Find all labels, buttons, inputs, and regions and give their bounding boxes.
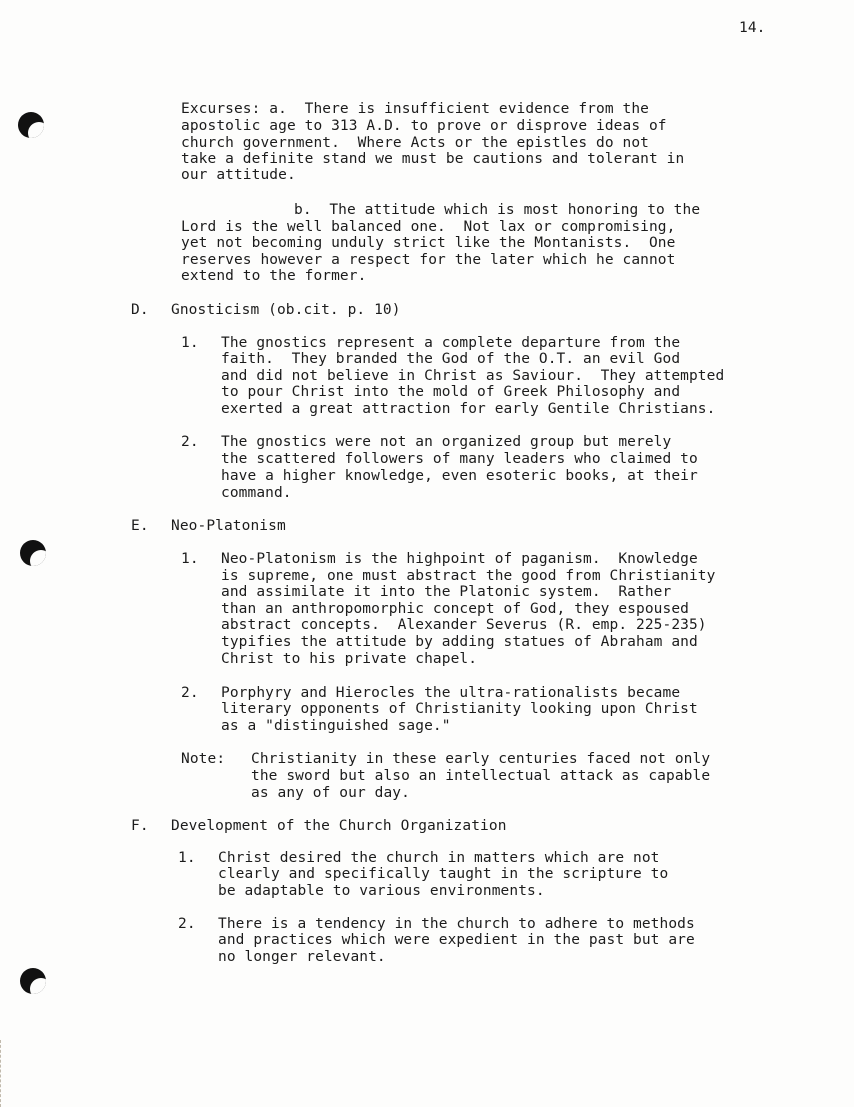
item-line: command.: [221, 485, 292, 501]
item-line: and did not believe in Christ as Saviour. They attempted: [221, 368, 725, 384]
item-line: and assimilate it into the Platonic system. Rather: [221, 584, 672, 600]
note-line: the sword but also an intellectual attack as capable: [251, 768, 711, 784]
excurses-b-line: reserves however a respect for the later which he cannot: [181, 252, 676, 268]
excurses-a-line: church government. Where Acts or the epistles do not: [181, 135, 649, 151]
item-number: 2.: [178, 916, 196, 932]
excurses-a-line: our attitude.: [181, 167, 296, 183]
item-line: have a higher knowledge, even esoteric books, at their: [221, 468, 698, 484]
excurses-b-line: Lord is the well balanced one. Not lax or compromising,: [181, 219, 676, 235]
item-line: as a "distinguished sage.": [221, 718, 451, 734]
item-line: be adaptable to various environments.: [218, 883, 545, 899]
item-line: clearly and specifically taught in the scripture to: [218, 866, 669, 882]
item-line: than an anthropomorphic concept of God, they espoused: [221, 601, 689, 617]
section-letter: E.: [131, 518, 149, 534]
excurses-a-line: take a definite stand we must be cautions and tolerant in: [181, 151, 685, 167]
punch-hole-top: [18, 112, 44, 138]
section-letter: F.: [131, 818, 149, 834]
item-line: faith. They branded the God of the O.T. an evil God: [221, 351, 681, 367]
item-line: exerted a great attraction for early Gentile Christians.: [221, 401, 716, 417]
section-title: Development of the Church Organization: [171, 818, 507, 834]
section-letter: D.: [131, 302, 149, 318]
item-line: to pour Christ into the mold of Greek Philosophy and: [221, 384, 681, 400]
item-line: The gnostics were not an organized group but merely: [221, 434, 672, 450]
item-line: and practices which were expedient in the past but are: [218, 932, 695, 948]
page-number: 14.: [739, 20, 766, 36]
note-label: Note:: [181, 751, 226, 767]
item-number: 2.: [181, 434, 199, 450]
section-title: Gnosticism (ob.cit. p. 10): [171, 302, 401, 318]
excurses-b-line: extend to the former.: [181, 268, 367, 284]
section-title: Neo-Platonism: [171, 518, 286, 534]
item-line: Christ to his private chapel.: [221, 651, 478, 667]
note-line: Christianity in these early centuries faced not only: [251, 751, 711, 767]
excurses-a-line: Excurses: a. There is insufficient evidence from the: [181, 101, 649, 117]
item-line: Porphyry and Hierocles the ultra-rationalists became: [221, 685, 681, 701]
item-number: 1.: [178, 850, 196, 866]
item-number: 2.: [181, 685, 199, 701]
item-line: is supreme, one must abstract the good from Christianity: [221, 568, 716, 584]
excurses-a-line: apostolic age to 313 A.D. to prove or disprove ideas of: [181, 118, 667, 134]
paper-edge: [0, 1040, 7, 1107]
excurses-b-line: yet not becoming unduly strict like the Montanists. One: [181, 235, 676, 251]
item-number: 1.: [181, 551, 199, 567]
note-line: as any of our day.: [251, 785, 410, 801]
item-line: There is a tendency in the church to adhere to methods: [218, 916, 695, 932]
item-line: Neo-Platonism is the highpoint of paganism. Knowledge: [221, 551, 698, 567]
item-line: The gnostics represent a complete departure from the: [221, 335, 681, 351]
item-number: 1.: [181, 335, 199, 351]
punch-hole-middle: [20, 540, 46, 566]
item-line: literary opponents of Christianity looking upon Christ: [221, 701, 698, 717]
item-line: abstract concepts. Alexander Severus (R. emp. 225-235): [221, 617, 707, 633]
item-line: typifies the attitude by adding statues of Abraham and: [221, 634, 698, 650]
item-line: Christ desired the church in matters which are not: [218, 850, 660, 866]
item-line: no longer relevant.: [218, 949, 386, 965]
excurses-b-line: b. The attitude which is most honoring to the: [294, 202, 701, 218]
punch-hole-bottom: [20, 968, 46, 994]
item-line: the scattered followers of many leaders who claimed to: [221, 451, 698, 467]
